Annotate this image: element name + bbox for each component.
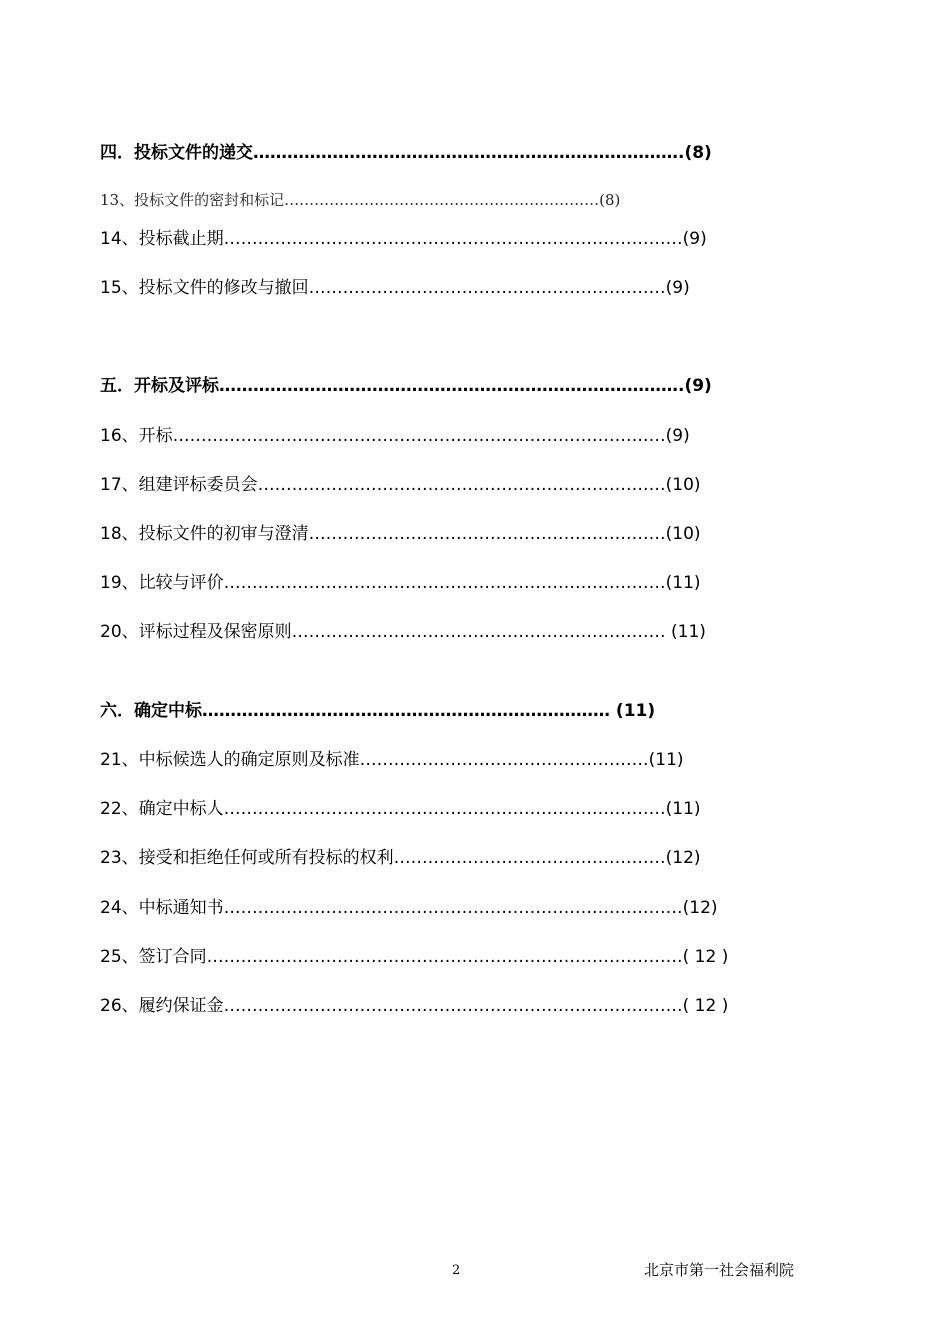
footer-page-number: 2 bbox=[452, 1263, 461, 1278]
toc-item-23: 23、接受和拒绝任何或所有投标的权利…………………………………………(12) bbox=[100, 848, 701, 868]
toc-item-22: 22、确定中标人……………………………………………………………………(11) bbox=[100, 799, 701, 819]
toc-item-16: 16、开标……………………………………………………………………………(9) bbox=[100, 426, 690, 446]
toc-section-4-heading: 四．投标文件的递交………………………………………………………………….(8) bbox=[100, 143, 712, 163]
toc-item-18: 18、投标文件的初审与澄清………………………………………………………(10) bbox=[100, 524, 701, 544]
toc-item-13: 13、投标文件的密封和标记………………………………………………………(8) bbox=[100, 191, 621, 209]
toc-item-20: 20、评标过程及保密原则………………………………………………………… (11) bbox=[100, 622, 706, 642]
toc-section-5-heading: 五．开标及评标……………………………………………………………………….(9) bbox=[100, 376, 712, 396]
toc-item-21: 21、中标候选人的确定原则及标准……………………………………………(11) bbox=[100, 750, 684, 770]
footer-organization: 北京市第一社会福利院 bbox=[644, 1261, 795, 1279]
toc-item-14: 14、投标截止期………………………………………………………………………(9) bbox=[100, 229, 707, 249]
toc-item-26: 26、履约保证金………………………………………………………………………( 12 ) bbox=[100, 996, 729, 1016]
toc-item-15: 15、投标文件的修改与撤回………………………………………………………(9) bbox=[100, 278, 690, 298]
toc-item-24: 24、中标通知书………………………………………………………………………(12) bbox=[100, 898, 718, 918]
toc-item-19: 19、比较与评价……………………………………………………………………(11) bbox=[100, 573, 701, 593]
toc-item-17: 17、组建评标委员会………………………………………………………………(10) bbox=[100, 475, 701, 495]
toc-item-25: 25、签订合同…………………………………………………………………………( 12 ) bbox=[100, 947, 729, 967]
toc-section-6-heading: 六．确定中标……………………………………………………………… (11) bbox=[100, 701, 656, 721]
